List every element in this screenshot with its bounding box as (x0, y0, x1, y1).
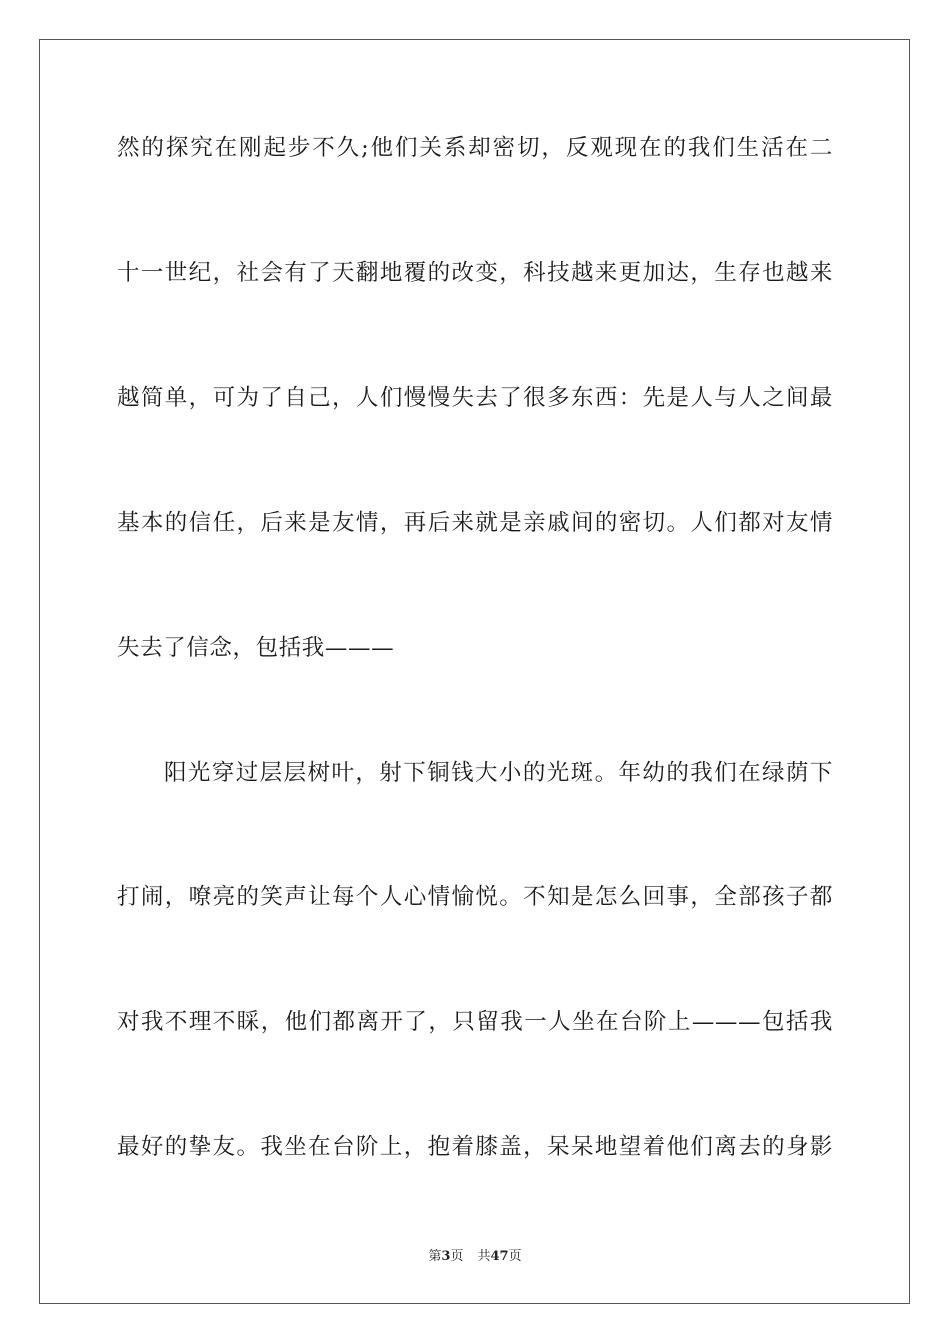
body-line-5: 失去了信念，包括我——— (117, 635, 395, 661)
total-suffix: 页 (508, 1249, 522, 1264)
page-suffix: 页 (450, 1249, 464, 1264)
page-total: 47 (490, 1249, 509, 1264)
page-frame (39, 39, 910, 1304)
body-line-9: 最好的挚友。我坐在台阶上，抱着膝盖，呆呆地望着他们离去的身影 (117, 1134, 833, 1160)
body-line-7: 打闹，嘹亮的笑声让每个人心情愉悦。不知是怎么回事，全部孩子都 (117, 884, 833, 910)
body-line-8: 对我不理不睬，他们都离开了，只留我一人坐在台阶上———包括我 (117, 1009, 833, 1035)
body-line-2: 十一世纪，社会有了天翻地覆的改变，科技越来更加达，生存也越来 (117, 260, 833, 286)
total-prefix: 共 (477, 1249, 491, 1264)
body-line-6: 阳光穿过层层树叶，射下铜钱大小的光斑。年幼的我们在绿荫下 (164, 760, 833, 786)
body-line-4: 基本的信任，后来是友情，再后来就是亲戚间的密切。人们都对友情 (117, 510, 833, 536)
page-footer (0, 1248, 950, 1266)
page-prefix: 第 (428, 1249, 442, 1264)
body-line-1: 然的探究在刚起步不久;他们关系却密切，反观现在的我们生活在二 (117, 135, 833, 161)
body-line-3: 越简单，可为了自己，人们慢慢失去了很多东西：先是人与人之间最 (117, 385, 833, 411)
page-current: 3 (441, 1249, 451, 1264)
